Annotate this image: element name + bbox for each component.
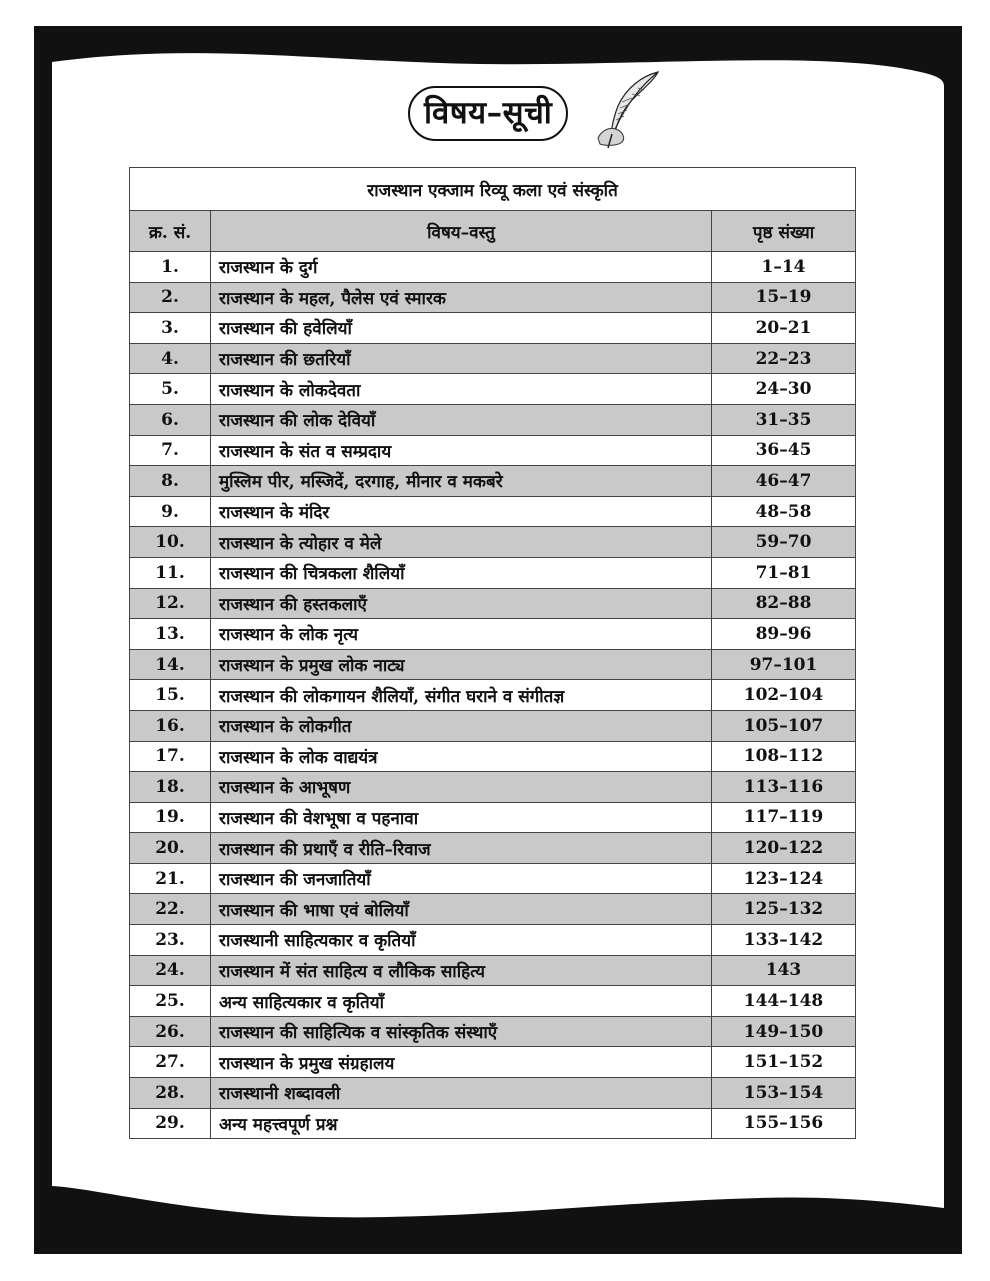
pages-cell: 20–21 bbox=[712, 313, 856, 344]
table-row bbox=[130, 741, 856, 772]
pages-cell: 143 bbox=[712, 955, 856, 986]
table-row bbox=[130, 772, 856, 803]
topic-cell: राजस्थान की जनजातियाँ bbox=[211, 863, 712, 894]
serial-cell: 4. bbox=[130, 343, 211, 374]
topic-cell: राजस्थान के प्रमुख लोक नाट्य bbox=[211, 649, 712, 680]
topic-cell: राजस्थानी साहित्यकार व कृतियाँ bbox=[211, 925, 712, 956]
serial-cell: 19. bbox=[130, 802, 211, 833]
table-row bbox=[130, 894, 856, 925]
serial-cell: 12. bbox=[130, 588, 211, 619]
topic-cell: अन्य महत्त्वपूर्ण प्रश्न bbox=[211, 1108, 712, 1139]
quill-pen-icon bbox=[592, 68, 664, 150]
serial-cell: 24. bbox=[130, 955, 211, 986]
serial-cell: 9. bbox=[130, 496, 211, 527]
pages-cell: 133–142 bbox=[712, 925, 856, 956]
table-row bbox=[130, 313, 856, 344]
topic-cell: राजस्थान के लोकदेवता bbox=[211, 374, 712, 405]
page-title: विषय–सूची bbox=[408, 86, 568, 141]
table-row bbox=[130, 1078, 856, 1109]
topic-cell: राजस्थान के मंदिर bbox=[211, 496, 712, 527]
serial-cell: 3. bbox=[130, 313, 211, 344]
table-row bbox=[130, 1047, 856, 1078]
pages-cell: 89–96 bbox=[712, 619, 856, 650]
table-row bbox=[130, 680, 856, 711]
topic-cell: राजस्थान में संत साहित्य व लौकिक साहित्य bbox=[211, 955, 712, 986]
table-row bbox=[130, 1108, 856, 1139]
title-container bbox=[408, 86, 568, 141]
topic-cell: राजस्थान के महल, पैलेस एवं स्मारक bbox=[211, 282, 712, 313]
serial-cell: 20. bbox=[130, 833, 211, 864]
pages-cell: 149–150 bbox=[712, 1016, 856, 1047]
serial-cell: 14. bbox=[130, 649, 211, 680]
table-row bbox=[130, 343, 856, 374]
pages-cell: 31–35 bbox=[712, 404, 856, 435]
topic-cell: राजस्थान की चित्रकला शैलियाँ bbox=[211, 557, 712, 588]
pages-cell: 82–88 bbox=[712, 588, 856, 619]
topic-cell: राजस्थानी शब्दावली bbox=[211, 1078, 712, 1109]
pages-cell: 15–19 bbox=[712, 282, 856, 313]
serial-cell: 1. bbox=[130, 252, 211, 283]
topic-cell: राजस्थान के प्रमुख संग्रहालय bbox=[211, 1047, 712, 1078]
table-row bbox=[130, 282, 856, 313]
serial-cell: 11. bbox=[130, 557, 211, 588]
table-row bbox=[130, 863, 856, 894]
pages-cell: 97–101 bbox=[712, 649, 856, 680]
topic-cell: राजस्थान की लोकगायन शैलियाँ, संगीत घराने व संगीतज्ञ bbox=[211, 680, 712, 711]
pages-cell: 22–23 bbox=[712, 343, 856, 374]
topic-cell: राजस्थान के संत व सम्प्रदाय bbox=[211, 435, 712, 466]
pages-cell: 113–116 bbox=[712, 772, 856, 803]
pages-cell: 153–154 bbox=[712, 1078, 856, 1109]
serial-cell: 7. bbox=[130, 435, 211, 466]
topic-cell: मुस्लिम पीर, मस्जिदें, दरगाह, मीनार व मकबरे bbox=[211, 466, 712, 497]
contents-table bbox=[129, 167, 856, 1139]
table-row bbox=[130, 619, 856, 650]
topic-cell: राजस्थान के त्योहार व मेले bbox=[211, 527, 712, 558]
pages-cell: 71–81 bbox=[712, 557, 856, 588]
topic-cell: राजस्थान की साहित्यिक व सांस्कृतिक संस्थाएँ bbox=[211, 1016, 712, 1047]
table-row bbox=[130, 588, 856, 619]
table-row bbox=[130, 649, 856, 680]
serial-cell: 28. bbox=[130, 1078, 211, 1109]
topic-cell: राजस्थान के आभूषण bbox=[211, 772, 712, 803]
topic-cell: अन्य साहित्यकार व कृतियाँ bbox=[211, 986, 712, 1017]
pages-cell: 155–156 bbox=[712, 1108, 856, 1139]
serial-cell: 25. bbox=[130, 986, 211, 1017]
table-row bbox=[130, 404, 856, 435]
pages-cell: 123–124 bbox=[712, 863, 856, 894]
serial-cell: 17. bbox=[130, 741, 211, 772]
pages-cell: 144–148 bbox=[712, 986, 856, 1017]
serial-cell: 5. bbox=[130, 374, 211, 405]
pages-cell: 125–132 bbox=[712, 894, 856, 925]
table-row bbox=[130, 710, 856, 741]
table-caption: राजस्थान एक्जाम रिव्यू कला एवं संस्कृति bbox=[130, 168, 856, 211]
pages-cell: 120–122 bbox=[712, 833, 856, 864]
table-row bbox=[130, 986, 856, 1017]
serial-cell: 21. bbox=[130, 863, 211, 894]
pages-cell: 36–45 bbox=[712, 435, 856, 466]
serial-cell: 16. bbox=[130, 710, 211, 741]
header-topic: विषय–वस्तु bbox=[211, 211, 712, 252]
serial-cell: 15. bbox=[130, 680, 211, 711]
table-body bbox=[130, 252, 856, 1139]
serial-cell: 23. bbox=[130, 925, 211, 956]
serial-cell: 27. bbox=[130, 1047, 211, 1078]
serial-cell: 26. bbox=[130, 1016, 211, 1047]
pages-cell: 117–119 bbox=[712, 802, 856, 833]
pages-cell: 1–14 bbox=[712, 252, 856, 283]
pages-cell: 102–104 bbox=[712, 680, 856, 711]
serial-cell: 22. bbox=[130, 894, 211, 925]
table-row bbox=[130, 374, 856, 405]
header-serial: क्र. सं. bbox=[130, 211, 211, 252]
table-row bbox=[130, 833, 856, 864]
serial-cell: 2. bbox=[130, 282, 211, 313]
topic-cell: राजस्थान के लोक वाद्ययंत्र bbox=[211, 741, 712, 772]
table-row bbox=[130, 925, 856, 956]
topic-cell: राजस्थान की छतरियाँ bbox=[211, 343, 712, 374]
table-row bbox=[130, 1016, 856, 1047]
table-row bbox=[130, 557, 856, 588]
topic-cell: राजस्थान की वेशभूषा व पहनावा bbox=[211, 802, 712, 833]
table-row bbox=[130, 252, 856, 283]
topic-cell: राजस्थान की लोक देवियाँ bbox=[211, 404, 712, 435]
topic-cell: राजस्थान की भाषा एवं बोलियाँ bbox=[211, 894, 712, 925]
serial-cell: 6. bbox=[130, 404, 211, 435]
serial-cell: 18. bbox=[130, 772, 211, 803]
table-row bbox=[130, 527, 856, 558]
table-row bbox=[130, 955, 856, 986]
topic-cell: राजस्थान के लोक नृत्य bbox=[211, 619, 712, 650]
pages-cell: 48–58 bbox=[712, 496, 856, 527]
pages-cell: 151–152 bbox=[712, 1047, 856, 1078]
pages-cell: 59–70 bbox=[712, 527, 856, 558]
topic-cell: राजस्थान की प्रथाएँ व रीति–रिवाज bbox=[211, 833, 712, 864]
topic-cell: राजस्थान के दुर्ग bbox=[211, 252, 712, 283]
serial-cell: 10. bbox=[130, 527, 211, 558]
serial-cell: 8. bbox=[130, 466, 211, 497]
topic-cell: राजस्थान के लोकगीत bbox=[211, 710, 712, 741]
table-row bbox=[130, 435, 856, 466]
pages-cell: 46–47 bbox=[712, 466, 856, 497]
topic-cell: राजस्थान की हस्तकलाएँ bbox=[211, 588, 712, 619]
serial-cell: 29. bbox=[130, 1108, 211, 1139]
header-pages: पृष्ठ संख्या bbox=[712, 211, 856, 252]
pages-cell: 24–30 bbox=[712, 374, 856, 405]
pages-cell: 105–107 bbox=[712, 710, 856, 741]
pages-cell: 108–112 bbox=[712, 741, 856, 772]
table-row bbox=[130, 496, 856, 527]
table-row bbox=[130, 802, 856, 833]
serial-cell: 13. bbox=[130, 619, 211, 650]
table-row bbox=[130, 466, 856, 497]
topic-cell: राजस्थान की हवेलियाँ bbox=[211, 313, 712, 344]
